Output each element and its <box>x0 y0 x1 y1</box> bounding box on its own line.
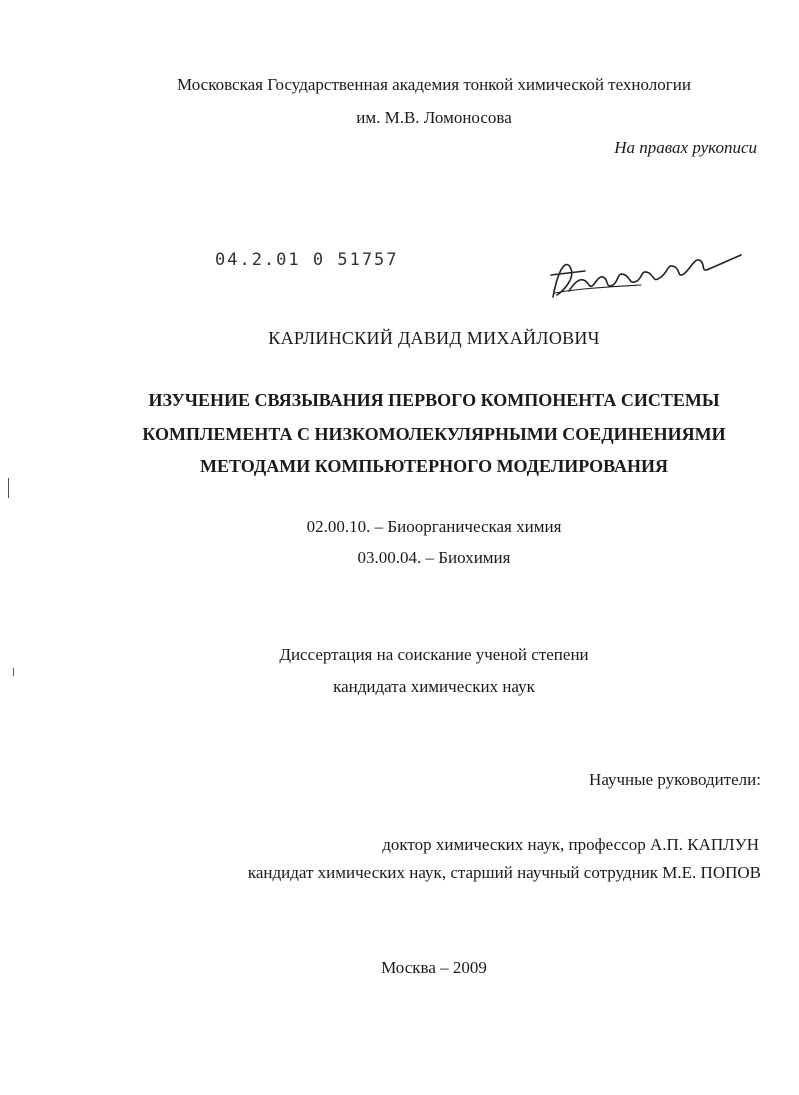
author-signature <box>545 245 745 310</box>
supervisor-1: доктор химических наук, профессор А.П. КАПЛУН <box>382 835 759 854</box>
thesis-title-line-2: КОМПЛЕМЕНТА С НИЗКОМОЛЕКУЛЯРНЫМИ СОЕДИНЕНИЯМИ <box>142 424 726 444</box>
library-stamp-code: 04.2.01 0 51757 <box>215 250 399 270</box>
scan-artifact-mark <box>13 668 14 676</box>
institution-name-suffix: им. М.В. Ломоносова <box>356 108 512 127</box>
institution-name: Московская Государственная академия тонкой химической технологии <box>177 75 691 94</box>
manuscript-rights-note: На правах рукописи <box>614 138 757 157</box>
city-year: Москва – 2009 <box>381 958 487 977</box>
thesis-title-line-3: МЕТОДАМИ КОМПЬЮТЕРНОГО МОДЕЛИРОВАНИЯ <box>200 456 668 476</box>
supervisor-2: кандидат химических наук, старший научный сотрудник М.Е. ПОПОВ <box>247 863 761 882</box>
specialty-code-1: 02.00.10. – Биоорганическая химия <box>306 517 562 536</box>
degree-statement-line-1: Диссертация на соискание ученой степени <box>279 645 589 664</box>
author-name: КАРЛИНСКИЙ ДАВИД МИХАЙЛОВИЧ <box>268 328 600 348</box>
supervisors-label: Научные руководители: <box>589 770 761 789</box>
specialty-code-2: 03.00.04. – Биохимия <box>357 548 511 567</box>
degree-statement-line-2: кандидата химических наук <box>333 677 535 696</box>
scan-artifact-mark <box>8 478 9 498</box>
thesis-title-line-1: ИЗУЧЕНИЕ СВЯЗЫВАНИЯ ПЕРВОГО КОМПОНЕНТА СИСТЕМЫ <box>148 390 720 410</box>
